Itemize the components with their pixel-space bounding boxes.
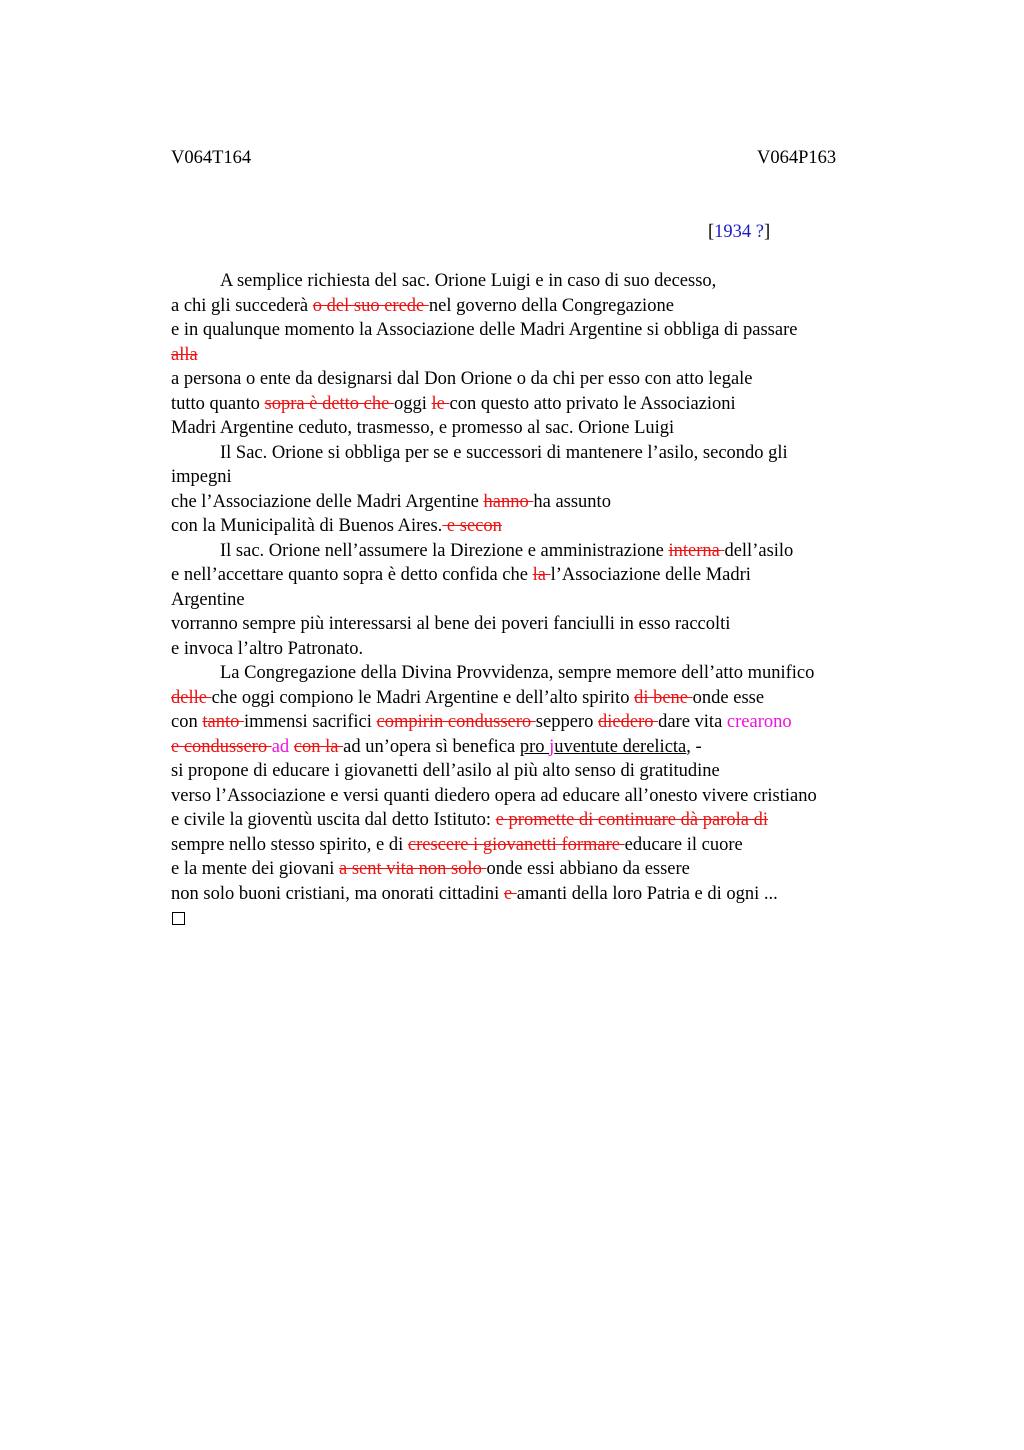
deleted-text: sopra è detto che [264, 393, 394, 414]
text-line: a persona o ente da designarsi dal Don Orione o da chi per esso con atto legale [171, 369, 753, 389]
deleted-text: hanno [483, 491, 534, 512]
deleted-text: o del suo erede [312, 295, 429, 316]
underlined-text: pro [519, 736, 550, 757]
text-span: ha assunto [533, 491, 611, 512]
text-line: e in qualunque momento la Associazione delle Madri Argentine si obbliga di passare [171, 320, 798, 340]
text-line [171, 882, 901, 907]
deleted-text: crescere i giovanetti formare [407, 834, 625, 855]
deleted-text: la [532, 565, 551, 585]
deleted-text: e secon [442, 516, 502, 536]
text-span: , - [686, 736, 702, 757]
date-annotation [708, 220, 770, 244]
text-span: ad un’opera sì benefica [343, 736, 520, 757]
deleted-text: delle [171, 687, 212, 708]
text-line [171, 563, 901, 588]
text-span: con questo atto privato le Associazioni [449, 393, 736, 414]
text-line [171, 539, 901, 564]
document-body [171, 269, 901, 931]
text-line [171, 392, 901, 417]
deleted-text: le [431, 393, 450, 414]
text-span: che l’Associazione delle Madri Argentine [171, 491, 484, 512]
text-line: impegni [171, 467, 232, 487]
text-line [171, 343, 901, 368]
text-line: A semplice richiesta del sac. Orione Luigi e in caso di suo decesso, [220, 271, 717, 291]
text-span: dare vita [658, 712, 727, 732]
inserted-text: j [549, 736, 555, 757]
text-line [171, 490, 901, 515]
date-bracket-open: [ [708, 222, 715, 242]
text-span: nel governo della Congregazione [428, 295, 674, 316]
text-span: e civile la gioventù uscita dal detto Istituto: [171, 810, 496, 830]
text-line [171, 833, 901, 858]
text-line [171, 294, 901, 319]
text-line [171, 710, 901, 735]
text-line [171, 857, 901, 882]
text-line [171, 906, 901, 931]
text-span: oggi [393, 393, 432, 414]
text-line [171, 514, 901, 539]
text-span: che oggi compiono le Madri Argentine e dell’alto spirito [211, 687, 635, 708]
text-line: e invoca l’altro Patronato. [171, 638, 364, 659]
document-code-left: V064T164 [171, 148, 252, 168]
text-span: a chi gli succederà [171, 295, 313, 316]
text-line: Madri Argentine ceduto, trasmesso, e promesso al sac. Orione Luigi [171, 418, 675, 438]
text-line: La Congregazione della Divina Provvidenza, sempre memore dell’atto munifico [220, 663, 815, 683]
deleted-text: di bene [634, 687, 693, 708]
text-span: e nell’accettare quanto sopra è detto confida che [171, 565, 533, 585]
deleted-text: compirin condussero [376, 712, 536, 732]
text-span: tutto quanto [171, 393, 265, 414]
text-span: onde esse [692, 687, 765, 708]
deleted-text: tanto [202, 712, 244, 732]
text-line: Argentine [171, 589, 245, 610]
text-line: si propone di educare i giovanetti dell’asilo al più alto senso di gratitudine [171, 761, 720, 781]
text-span: sempre nello stesso spirito, e di [171, 834, 408, 855]
text-line [171, 735, 901, 760]
deleted-text: alla [171, 344, 198, 365]
text-span: non solo buoni cristiani, ma onorati cittadini [171, 883, 504, 904]
text-span: con la Municipalità di Buenos Aires. [171, 516, 443, 536]
text-span: seppero [535, 712, 598, 732]
deleted-text: interna [668, 540, 725, 561]
inserted-text: crearono [726, 712, 792, 732]
text-span: l’Associazione delle Madri [550, 565, 751, 585]
deleted-text: e [503, 883, 517, 904]
inserted-text: ad [271, 736, 294, 757]
text-line: verso l’Associazione e versi quanti diedero opera ad educare all’onesto vivere cristiano [171, 785, 817, 806]
text-line: vorranno sempre più interessarsi al bene dei poveri fanciulli in esso raccolti [171, 614, 731, 634]
date-bracket-close: ] [764, 222, 771, 242]
text-span: onde essi abbiano da essere [486, 859, 690, 879]
deleted-text: diedero [597, 712, 659, 732]
date-value: 1934 ? [714, 222, 765, 242]
text-span: amanti della loro Patria e di ogni ... [516, 883, 778, 904]
text-span: immensi sacrifici [243, 712, 377, 732]
empty-square-icon [172, 912, 185, 925]
text-line: Il Sac. Orione si obbliga per se e successori di mantenere l’asilo, secondo gli [220, 442, 788, 463]
text-line [171, 808, 901, 833]
text-span: Il sac. Orione nell’assumere la Direzione e amministrazione [220, 540, 669, 561]
text-span: dell’asilo [724, 540, 794, 561]
text-span: educare il cuore [624, 834, 743, 855]
deleted-text: e condussero [171, 736, 272, 757]
underlined-text: uventute derelicta [554, 736, 687, 757]
document-code-right: V064P163 [757, 148, 837, 168]
text-span: e la mente dei giovani [171, 859, 339, 879]
text-line [171, 686, 901, 711]
deleted-text: a sent vita non solo [338, 859, 487, 879]
text-span: con [171, 712, 203, 732]
deleted-text: con la [293, 736, 344, 757]
deleted-text: e promette di continuare dà parola di [495, 810, 768, 830]
